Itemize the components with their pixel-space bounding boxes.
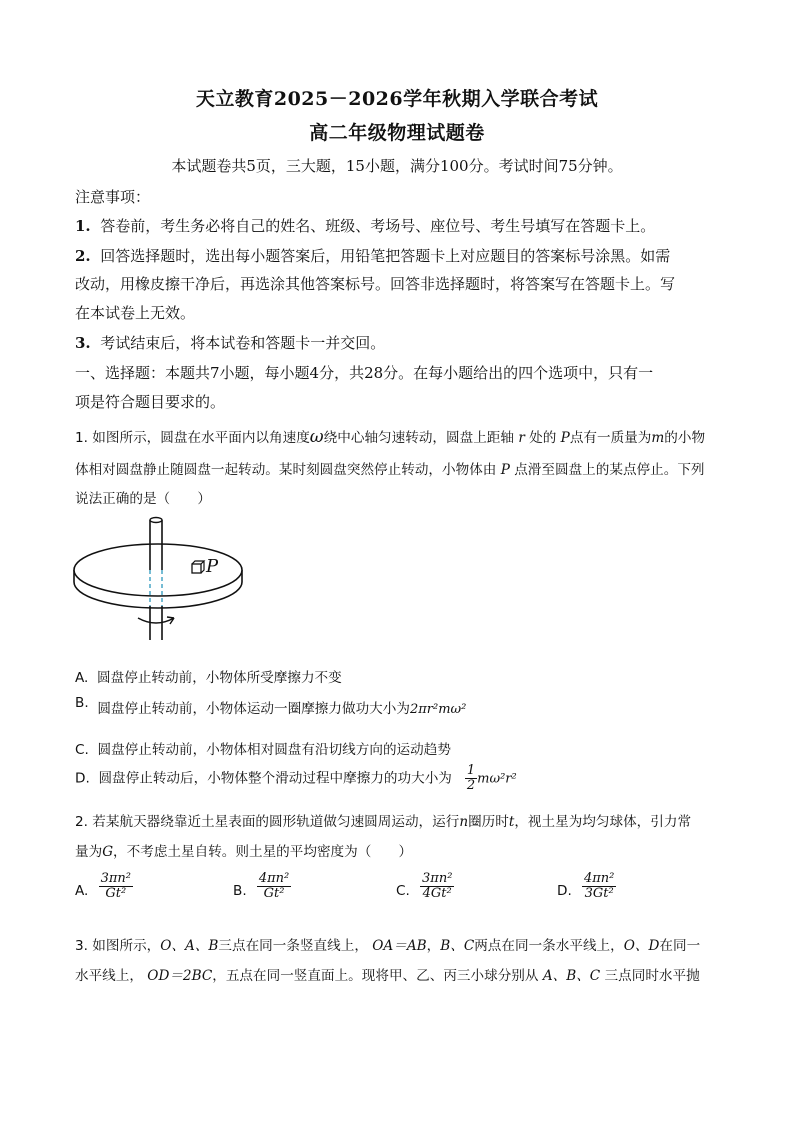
notice-item-1: 1. 答卷前，考生务必将自己的姓名、班级、考场号、座位号、考生号填写在答题卡上。	[75, 217, 656, 235]
notice-item-2-end: 在本试卷上无效。	[75, 304, 196, 322]
section-heading-cont: 项是符合题目要求的。	[75, 393, 226, 411]
q1-option-d: D. 圆盘停止转动后，小物体整个滑动过程中摩擦力的功大小为 $\frac{1}{2}$ mω²r²	[75, 763, 517, 793]
section-heading: 一、选择题：本题共7小题，每小题4分，共28分。在每小题给出的四个选项中，只有一	[75, 364, 654, 382]
q1-stem-line3: 说法正确的是（ ）	[75, 491, 211, 507]
q1-figure-label-p: P	[206, 556, 219, 577]
q2-option-d: $_{D.}$ $\frac{\text{4πn²}}{\text{3Gt²}}$	[557, 871, 615, 901]
q1-stem-line1: 1. 如图所示，圆盘在水平面内以角速度ω绕中心轴匀速转动，圆盘上距轴 r 处的 P点有一质量为m的小物	[75, 427, 706, 447]
q2-option-a: $_{A.}$ $\frac{\text{3πn²}}{\text{Gt²}}$	[75, 871, 131, 901]
notice-item-2: 2. 回答选择题时，选出每小题答案后，用铅笔把答题卡上对应题目的答案标号涂黑。如需	[75, 247, 671, 265]
notice-item-3: 3. 考试结束后，将本试卷和答题卡一并交回。	[75, 334, 386, 352]
q1-option-b: B. 圆盘停止转动前，小物体运动一圈摩擦力做功大小为2πr²mω²	[75, 695, 467, 717]
q2-stem-line1: 2. 若某航天器绕靠近土星表面的圆形轨道做匀速圆周运动，运行n圈历时t，视土星为均匀球体，引力常	[75, 814, 692, 830]
q2-option-b: $_{B.}$ $\frac{\text{4πn²}}{\text{Gt²}}$	[233, 871, 290, 901]
q2-stem-line2: 量为G，不考虑土星自转。则土星的平均密度为（ ）	[75, 844, 413, 860]
exam-info: 本试题卷共5页，三大题，15小题，满分100分。考试时间75分钟。	[171, 157, 623, 175]
exam-title: 天立教育2025－2026学年秋期入学联合考试	[195, 88, 599, 110]
q1-disc-figure	[70, 514, 250, 644]
q3-stem-line1: 3. 如图所示，O、A、B三点在同一条竖直线上， OA＝AB，B、C两点在同一条水平线上，O、D在同一	[75, 938, 701, 954]
q1-option-c: C. 圆盘停止转动前，小物体相对圆盘有沿切线方向的运动趋势	[75, 742, 451, 758]
q3-stem-line2: 水平线上， OD＝2BC，五点在同一竖直面上。现将甲、乙、丙三小球分别从 A、B、C 三点同时水平抛	[75, 968, 700, 984]
q1-stem-line2: 体相对圆盘静止随圆盘一起转动。某时刻圆盘突然停止转动，小物体由 P 点滑至圆盘上的某点停止。下列	[75, 462, 705, 478]
exam-subtitle: 高二年级物理试题卷	[309, 122, 485, 144]
notice-item-2-cont: 改动，用橡皮擦干净后，再选涂其他答案标号。回答非选择题时，将答案写在答题卡上。写	[75, 275, 676, 293]
q1-option-a: A. 圆盘停止转动前，小物体所受摩擦力不变	[75, 670, 342, 686]
notice-heading: 注意事项：	[75, 188, 151, 206]
q2-option-c: $_{C.}$ $\frac{\text{3πn²}}{\text{4Gt²}}$	[396, 871, 453, 901]
